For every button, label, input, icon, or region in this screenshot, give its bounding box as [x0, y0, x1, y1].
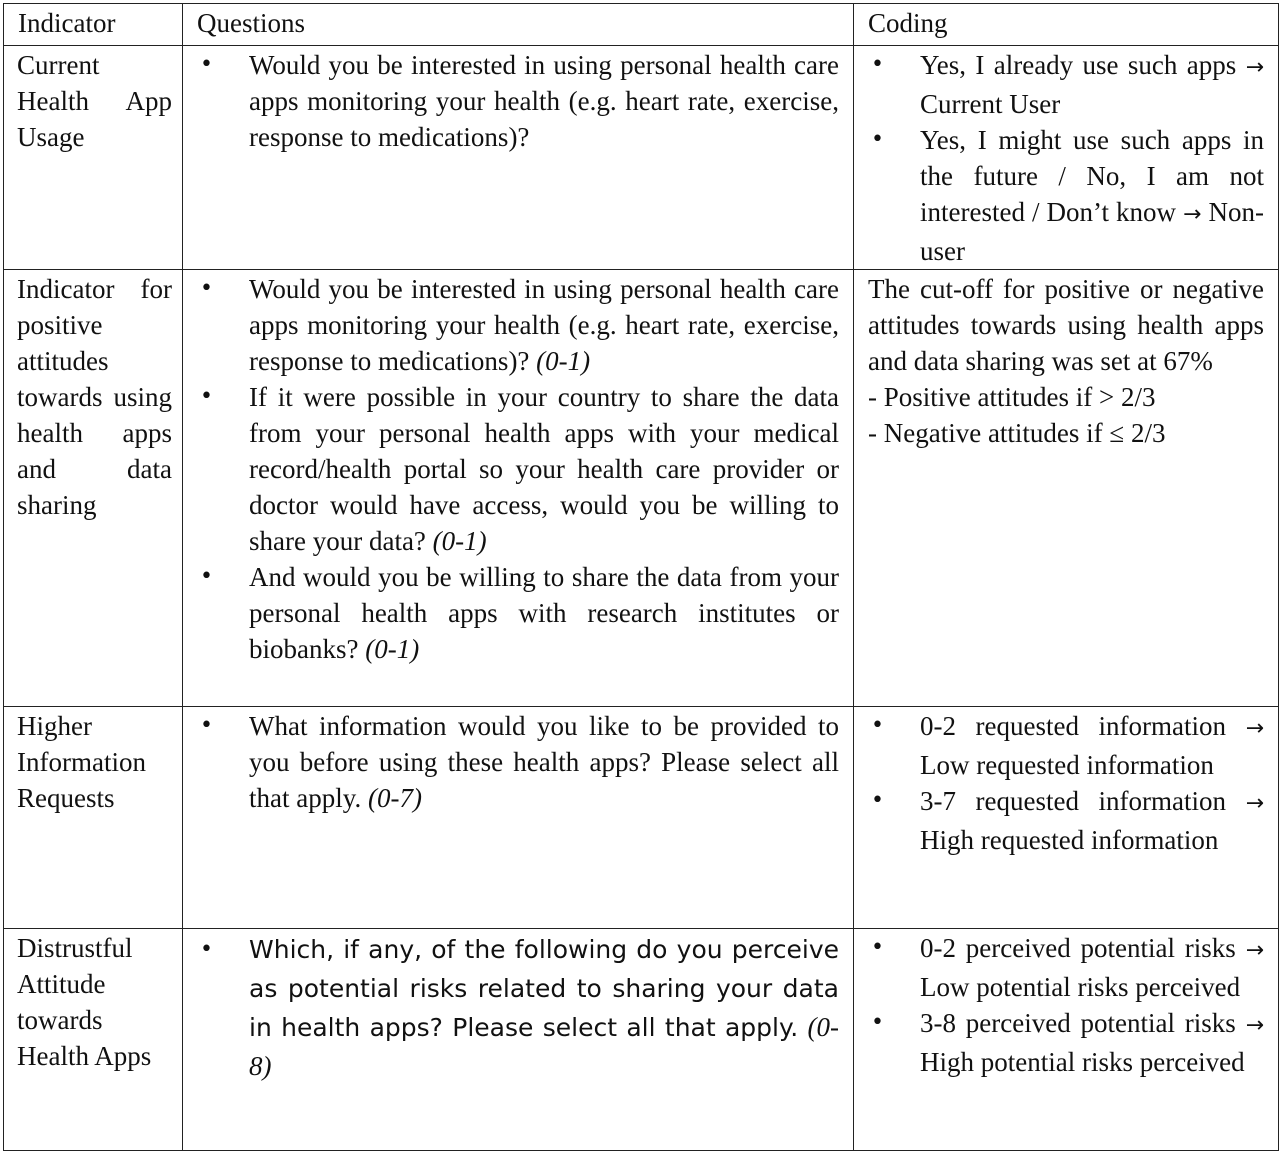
- coding-item: • 3-8 perceived potential risks → High potential risks perceived: [868, 1005, 1264, 1080]
- positive-threshold: - Positive attitudes if > 2/3: [868, 382, 1156, 412]
- question-item: • And would you be willing to share the data from your personal health apps with research institutes or biobanks? (0-1): [197, 559, 839, 667]
- arrow-right-icon: →: [1245, 716, 1264, 741]
- cutoff-description: The cut-off for positive or negative attitudes towards using health apps and data sharing was set at 67%: [868, 274, 1264, 376]
- table-row: [4, 270, 1279, 707]
- question-item: • If it were possible in your country to share the data from your personal health apps with your medical record/health portal so your health care provider or doctor would have access, would you be willing to share your data? (0-1): [197, 379, 839, 559]
- question-item: • What information would you like to be provided to you before using these health apps? Please select all that apply. (0-7): [197, 708, 839, 816]
- coding-item: • 3-7 requested information → High requested information: [868, 783, 1264, 858]
- negative-threshold: - Negative attitudes if ≤ 2/3: [868, 418, 1166, 448]
- questions-cell: [183, 46, 854, 270]
- answer-range: (0-8): [249, 1012, 839, 1081]
- header-row: [4, 4, 1279, 46]
- question-item: • Which, if any, of the following do you perceive as potential risks related to sharing your data in health apps? Please select all that apply. (0-8): [197, 930, 839, 1086]
- answer-range: (0-1): [536, 346, 591, 376]
- coding-cell: [854, 46, 1279, 270]
- coding-item: • 0-2 perceived potential risks → Low potential risks perceived: [868, 930, 1264, 1005]
- coding-item: • Yes, I might use such apps in the future / No, I am not interested / Don’t know → Non-user: [868, 122, 1264, 269]
- indicator-cell: Current Health App Usage: [4, 46, 183, 270]
- answer-range: (0-7): [367, 783, 422, 813]
- answer-range: (0-1): [365, 634, 420, 664]
- header-coding: Coding: [854, 4, 1279, 46]
- indicator-cell: Higher Information Requests: [4, 707, 183, 929]
- arrow-right-icon: →: [1245, 791, 1264, 816]
- coding-cell: [854, 929, 1279, 1151]
- table-row: [4, 929, 1279, 1151]
- header-questions: Questions: [183, 4, 854, 46]
- questions-cell: [183, 707, 854, 929]
- question-item: • Would you be interested in using personal health care apps monitoring your health (e.g. heart rate, exercise, response to medications)? (0-1): [197, 271, 839, 379]
- arrow-right-icon: →: [1245, 938, 1265, 963]
- answer-range: (0-1): [432, 526, 487, 556]
- coding-item: • Yes, I already use such apps → Current User: [868, 47, 1264, 122]
- arrow-right-icon: →: [1245, 1013, 1265, 1038]
- indicator-coding-table: [3, 3, 1279, 1151]
- indicator-cell: Indicator for positive attitudes towards using health apps and data sharing: [4, 270, 183, 707]
- coding-cell: [854, 270, 1279, 707]
- question-item: • Would you be interested in using personal health care apps monitoring your health (e.g. heart rate, exercise, response to medications)?: [197, 47, 839, 155]
- arrow-right-icon: →: [1183, 202, 1202, 227]
- header-indicator: Indicator: [4, 4, 183, 46]
- coding-item: • 0-2 requested information → Low requested information: [868, 708, 1264, 783]
- questions-cell: [183, 270, 854, 707]
- arrow-right-icon: →: [1245, 55, 1265, 80]
- indicator-cell: Distrustful Attitude towards Health Apps: [4, 929, 183, 1151]
- coding-cell: [854, 707, 1279, 929]
- table-row: [4, 707, 1279, 929]
- questions-cell: [183, 929, 854, 1151]
- table-row: [4, 46, 1279, 270]
